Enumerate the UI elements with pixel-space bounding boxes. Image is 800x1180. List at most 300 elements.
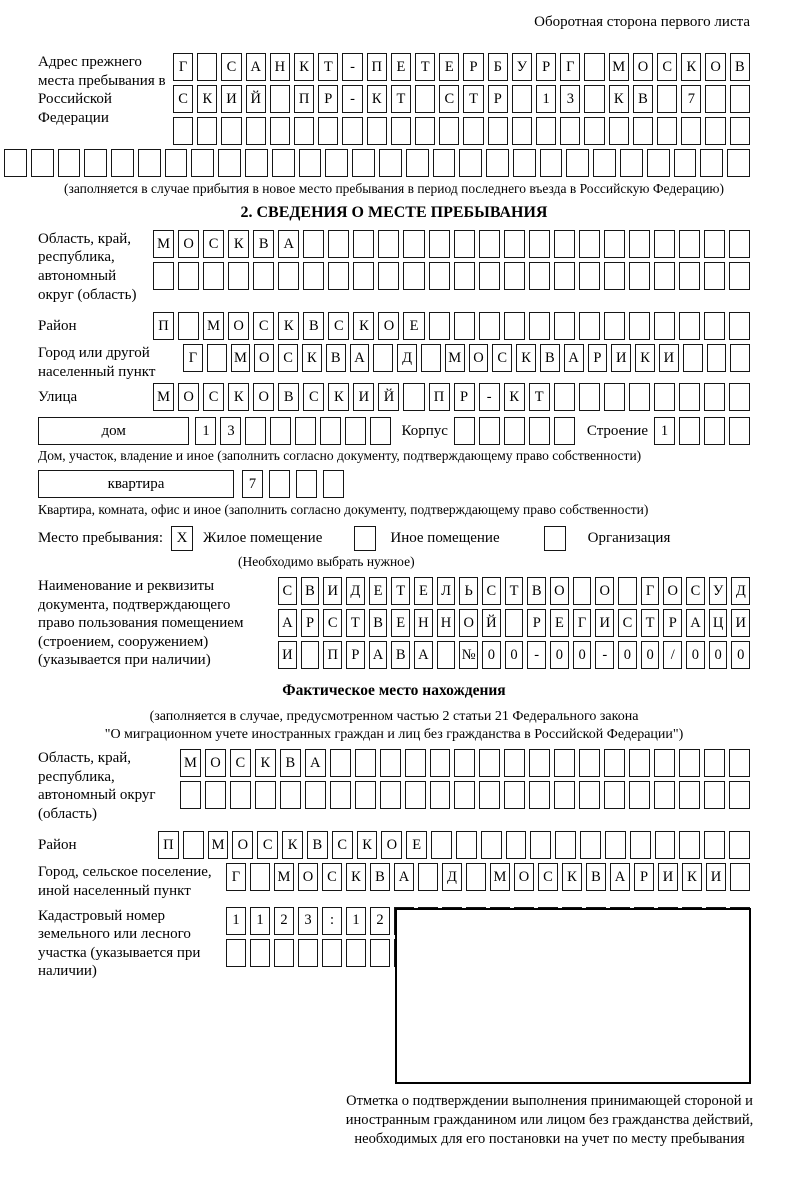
char-cell[interactable]: М	[153, 230, 174, 258]
char-cell[interactable]: М	[445, 344, 465, 372]
char-cell[interactable]	[504, 262, 525, 290]
char-cell[interactable]: С	[303, 383, 324, 411]
char-cell[interactable]	[729, 312, 750, 340]
char-cell[interactable]: О	[178, 230, 199, 258]
char-cell[interactable]	[704, 312, 725, 340]
char-cell[interactable]	[415, 117, 435, 145]
char-cell[interactable]	[704, 781, 725, 809]
char-cell[interactable]	[303, 262, 324, 290]
char-cell[interactable]: 3	[560, 85, 580, 113]
char-cell[interactable]: Р	[318, 85, 338, 113]
char-cell[interactable]	[221, 117, 241, 145]
char-cell[interactable]	[31, 149, 54, 177]
char-cell[interactable]	[679, 230, 700, 258]
char-cell[interactable]	[647, 149, 670, 177]
char-cell[interactable]	[405, 781, 426, 809]
char-cell[interactable]	[378, 230, 399, 258]
char-cell[interactable]	[629, 312, 650, 340]
char-cell[interactable]	[530, 831, 551, 859]
char-cell[interactable]: Т	[318, 53, 338, 81]
char-cell[interactable]	[604, 262, 625, 290]
char-cell[interactable]	[280, 781, 301, 809]
char-cell[interactable]: В	[301, 577, 320, 605]
char-cell[interactable]	[579, 262, 600, 290]
char-cell[interactable]: Й	[246, 85, 266, 113]
char-cell[interactable]: М	[274, 863, 294, 891]
char-cell[interactable]: -	[479, 383, 500, 411]
char-cell[interactable]: Й	[482, 609, 501, 637]
char-cell[interactable]	[579, 749, 600, 777]
char-cell[interactable]: К	[278, 312, 299, 340]
char-cell[interactable]: А	[686, 609, 705, 637]
char-cell[interactable]: В	[370, 863, 390, 891]
char-cell[interactable]: 1	[654, 417, 675, 445]
char-cell[interactable]	[729, 383, 750, 411]
char-cell[interactable]: В	[586, 863, 606, 891]
char-cell[interactable]: К	[328, 383, 349, 411]
char-cell[interactable]	[178, 312, 199, 340]
char-cell[interactable]	[298, 939, 318, 967]
char-cell[interactable]	[593, 149, 616, 177]
char-cell[interactable]: У	[709, 577, 728, 605]
char-cell[interactable]	[138, 149, 161, 177]
char-cell[interactable]	[437, 641, 456, 669]
char-cell[interactable]	[512, 117, 532, 145]
char-cell[interactable]: №	[459, 641, 478, 669]
char-cell[interactable]: 1	[226, 907, 246, 935]
char-cell[interactable]	[269, 470, 290, 498]
char-cell[interactable]	[342, 117, 362, 145]
char-cell[interactable]: Д	[442, 863, 462, 891]
char-cell[interactable]	[555, 831, 576, 859]
char-cell[interactable]: О	[254, 344, 274, 372]
char-cell[interactable]	[529, 312, 550, 340]
char-cell[interactable]: Т	[391, 85, 411, 113]
char-cell[interactable]: 1	[346, 907, 366, 935]
char-cell[interactable]: К	[228, 383, 249, 411]
char-cell[interactable]	[454, 417, 475, 445]
char-cell[interactable]	[554, 230, 575, 258]
char-cell[interactable]	[431, 831, 452, 859]
char-cell[interactable]: В	[253, 230, 274, 258]
char-cell[interactable]: Д	[397, 344, 417, 372]
char-cell[interactable]	[274, 939, 294, 967]
char-cell[interactable]: 1	[536, 85, 556, 113]
char-cell[interactable]: 0	[482, 641, 501, 669]
char-cell[interactable]: О	[595, 577, 614, 605]
char-cell[interactable]: И	[323, 577, 342, 605]
char-cell[interactable]	[504, 781, 525, 809]
char-cell[interactable]	[630, 831, 651, 859]
char-cell[interactable]: С	[482, 577, 501, 605]
char-cell[interactable]	[730, 117, 750, 145]
char-cell[interactable]	[513, 149, 536, 177]
char-cell[interactable]: П	[367, 53, 387, 81]
char-cell[interactable]: С	[322, 863, 342, 891]
char-cell[interactable]	[486, 149, 509, 177]
char-cell[interactable]: У	[512, 53, 532, 81]
char-cell[interactable]: Т	[529, 383, 550, 411]
char-cell[interactable]: 3	[298, 907, 318, 935]
char-cell[interactable]: Г	[573, 609, 592, 637]
apartment-type-box[interactable]: квартира	[38, 470, 234, 498]
char-cell[interactable]	[250, 939, 270, 967]
char-cell[interactable]	[579, 781, 600, 809]
char-cell[interactable]: А	[246, 53, 266, 81]
char-cell[interactable]: Е	[403, 312, 424, 340]
char-cell[interactable]: Р	[463, 53, 483, 81]
char-cell[interactable]: Н	[270, 53, 290, 81]
char-cell[interactable]: Ц	[709, 609, 728, 637]
char-cell[interactable]: Р	[488, 85, 508, 113]
char-cell[interactable]	[704, 831, 725, 859]
char-cell[interactable]	[705, 85, 725, 113]
char-cell[interactable]	[406, 149, 429, 177]
char-cell[interactable]: Р	[527, 609, 546, 637]
char-cell[interactable]: О	[705, 53, 725, 81]
char-cell[interactable]: :	[322, 907, 342, 935]
char-cell[interactable]: Т	[641, 609, 660, 637]
char-cell[interactable]: Т	[463, 85, 483, 113]
char-cell[interactable]: К	[357, 831, 378, 859]
char-cell[interactable]: И	[611, 344, 631, 372]
char-cell[interactable]	[322, 939, 342, 967]
char-cell[interactable]: Е	[439, 53, 459, 81]
char-cell[interactable]: 0	[505, 641, 524, 669]
char-cell[interactable]: -	[342, 53, 362, 81]
checkbox-other-premises[interactable]	[354, 526, 376, 551]
char-cell[interactable]: О	[663, 577, 682, 605]
char-cell[interactable]	[328, 262, 349, 290]
char-cell[interactable]	[729, 417, 750, 445]
char-cell[interactable]	[4, 149, 27, 177]
char-cell[interactable]	[456, 831, 477, 859]
char-cell[interactable]	[704, 417, 725, 445]
char-cell[interactable]: С	[618, 609, 637, 637]
char-cell[interactable]: В	[527, 577, 546, 605]
char-cell[interactable]	[729, 749, 750, 777]
char-cell[interactable]: В	[280, 749, 301, 777]
char-cell[interactable]	[554, 417, 575, 445]
char-cell[interactable]	[704, 749, 725, 777]
char-cell[interactable]: Т	[415, 53, 435, 81]
char-cell[interactable]	[454, 230, 475, 258]
char-cell[interactable]	[655, 831, 676, 859]
char-cell[interactable]: Р	[454, 383, 475, 411]
char-cell[interactable]: И	[659, 344, 679, 372]
char-cell[interactable]: Л	[437, 577, 456, 605]
char-cell[interactable]	[504, 312, 525, 340]
char-cell[interactable]	[153, 262, 174, 290]
char-cell[interactable]: С	[492, 344, 512, 372]
char-cell[interactable]	[707, 344, 727, 372]
char-cell[interactable]: О	[459, 609, 478, 637]
char-cell[interactable]	[278, 262, 299, 290]
char-cell[interactable]	[704, 230, 725, 258]
char-cell[interactable]	[629, 383, 650, 411]
char-cell[interactable]	[633, 117, 653, 145]
char-cell[interactable]: Е	[369, 577, 388, 605]
char-cell[interactable]: О	[253, 383, 274, 411]
char-cell[interactable]	[305, 781, 326, 809]
char-cell[interactable]: С	[221, 53, 241, 81]
char-cell[interactable]	[378, 262, 399, 290]
char-cell[interactable]	[679, 749, 700, 777]
char-cell[interactable]: С	[538, 863, 558, 891]
char-cell[interactable]	[705, 117, 725, 145]
char-cell[interactable]	[391, 117, 411, 145]
char-cell[interactable]	[183, 831, 204, 859]
char-cell[interactable]: Г	[183, 344, 203, 372]
char-cell[interactable]: К	[294, 53, 314, 81]
char-cell[interactable]	[320, 417, 341, 445]
char-cell[interactable]	[654, 312, 675, 340]
char-cell[interactable]	[226, 939, 246, 967]
char-cell[interactable]	[554, 781, 575, 809]
char-cell[interactable]: К	[228, 230, 249, 258]
char-cell[interactable]: Т	[505, 577, 524, 605]
char-cell[interactable]: -	[527, 641, 546, 669]
char-cell[interactable]	[403, 230, 424, 258]
char-cell[interactable]	[373, 344, 393, 372]
char-cell[interactable]	[403, 383, 424, 411]
char-cell[interactable]	[380, 749, 401, 777]
char-cell[interactable]	[700, 149, 723, 177]
char-cell[interactable]	[303, 230, 324, 258]
char-cell[interactable]	[566, 149, 589, 177]
char-cell[interactable]	[429, 312, 450, 340]
char-cell[interactable]: А	[350, 344, 370, 372]
char-cell[interactable]	[380, 781, 401, 809]
char-cell[interactable]	[629, 230, 650, 258]
char-cell[interactable]: П	[294, 85, 314, 113]
char-cell[interactable]	[604, 312, 625, 340]
char-cell[interactable]	[454, 262, 475, 290]
char-cell[interactable]	[330, 749, 351, 777]
char-cell[interactable]	[629, 262, 650, 290]
char-cell[interactable]: М	[180, 749, 201, 777]
char-cell[interactable]	[379, 149, 402, 177]
char-cell[interactable]: П	[429, 383, 450, 411]
char-cell[interactable]: Р	[634, 863, 654, 891]
char-cell[interactable]: П	[153, 312, 174, 340]
char-cell[interactable]	[479, 312, 500, 340]
char-cell[interactable]	[506, 831, 527, 859]
char-cell[interactable]	[529, 749, 550, 777]
char-cell[interactable]	[466, 863, 486, 891]
char-cell[interactable]: К	[353, 312, 374, 340]
char-cell[interactable]: О	[178, 383, 199, 411]
checkbox-organization[interactable]	[544, 526, 566, 551]
char-cell[interactable]: Е	[406, 831, 427, 859]
char-cell[interactable]	[325, 149, 348, 177]
char-cell[interactable]	[270, 85, 290, 113]
char-cell[interactable]	[58, 149, 81, 177]
char-cell[interactable]	[367, 117, 387, 145]
char-cell[interactable]	[429, 262, 450, 290]
char-cell[interactable]: К	[255, 749, 276, 777]
char-cell[interactable]: 1	[250, 907, 270, 935]
char-cell[interactable]: И	[221, 85, 241, 113]
char-cell[interactable]	[554, 312, 575, 340]
char-cell[interactable]	[529, 230, 550, 258]
char-cell[interactable]: 2	[370, 907, 390, 935]
char-cell[interactable]	[529, 781, 550, 809]
char-cell[interactable]: А	[394, 863, 414, 891]
char-cell[interactable]	[729, 230, 750, 258]
char-cell[interactable]: Е	[550, 609, 569, 637]
char-cell[interactable]: Б	[488, 53, 508, 81]
char-cell[interactable]	[554, 749, 575, 777]
char-cell[interactable]: К	[346, 863, 366, 891]
char-cell[interactable]	[178, 262, 199, 290]
char-cell[interactable]: Р	[346, 641, 365, 669]
char-cell[interactable]: С	[203, 383, 224, 411]
char-cell[interactable]: А	[414, 641, 433, 669]
char-cell[interactable]	[433, 149, 456, 177]
char-cell[interactable]: С	[173, 85, 193, 113]
char-cell[interactable]: Р	[536, 53, 556, 81]
char-cell[interactable]	[463, 117, 483, 145]
char-cell[interactable]: 2	[274, 907, 294, 935]
char-cell[interactable]	[255, 781, 276, 809]
char-cell[interactable]: 0	[618, 641, 637, 669]
char-cell[interactable]: В	[540, 344, 560, 372]
char-cell[interactable]	[657, 117, 677, 145]
char-cell[interactable]: В	[303, 312, 324, 340]
char-cell[interactable]	[353, 230, 374, 258]
char-cell[interactable]: О	[232, 831, 253, 859]
char-cell[interactable]	[418, 863, 438, 891]
char-cell[interactable]	[405, 749, 426, 777]
char-cell[interactable]	[111, 149, 134, 177]
char-cell[interactable]	[439, 117, 459, 145]
char-cell[interactable]: С	[328, 312, 349, 340]
char-cell[interactable]	[512, 85, 532, 113]
char-cell[interactable]	[618, 577, 637, 605]
char-cell[interactable]: К	[282, 831, 303, 859]
char-cell[interactable]	[370, 939, 390, 967]
char-cell[interactable]	[584, 53, 604, 81]
char-cell[interactable]	[529, 262, 550, 290]
char-cell[interactable]: В	[369, 609, 388, 637]
char-cell[interactable]: С	[332, 831, 353, 859]
char-cell[interactable]	[165, 149, 188, 177]
char-cell[interactable]	[301, 641, 320, 669]
char-cell[interactable]	[573, 577, 592, 605]
char-cell[interactable]: П	[158, 831, 179, 859]
char-cell[interactable]: В	[730, 53, 750, 81]
char-cell[interactable]: Г	[173, 53, 193, 81]
char-cell[interactable]: 1	[195, 417, 216, 445]
char-cell[interactable]: 3	[220, 417, 241, 445]
char-cell[interactable]	[180, 781, 201, 809]
char-cell[interactable]	[479, 749, 500, 777]
char-cell[interactable]	[654, 383, 675, 411]
char-cell[interactable]	[704, 262, 725, 290]
char-cell[interactable]: Г	[560, 53, 580, 81]
char-cell[interactable]: С	[253, 312, 274, 340]
char-cell[interactable]	[654, 262, 675, 290]
char-cell[interactable]: С	[203, 230, 224, 258]
char-cell[interactable]	[330, 781, 351, 809]
char-cell[interactable]	[605, 831, 626, 859]
char-cell[interactable]: П	[323, 641, 342, 669]
char-cell[interactable]	[679, 312, 700, 340]
char-cell[interactable]	[173, 117, 193, 145]
char-cell[interactable]	[729, 262, 750, 290]
char-cell[interactable]	[505, 609, 524, 637]
char-cell[interactable]	[454, 312, 475, 340]
char-cell[interactable]	[560, 117, 580, 145]
char-cell[interactable]: Д	[346, 577, 365, 605]
char-cell[interactable]	[421, 344, 441, 372]
char-cell[interactable]	[620, 149, 643, 177]
char-cell[interactable]	[504, 749, 525, 777]
char-cell[interactable]	[727, 149, 750, 177]
char-cell[interactable]: С	[278, 577, 297, 605]
char-cell[interactable]	[205, 781, 226, 809]
char-cell[interactable]	[584, 85, 604, 113]
char-cell[interactable]: Р	[588, 344, 608, 372]
char-cell[interactable]	[246, 117, 266, 145]
char-cell[interactable]: И	[706, 863, 726, 891]
char-cell[interactable]	[629, 781, 650, 809]
char-cell[interactable]: Р	[663, 609, 682, 637]
char-cell[interactable]: О	[550, 577, 569, 605]
char-cell[interactable]: К	[516, 344, 536, 372]
char-cell[interactable]: К	[504, 383, 525, 411]
char-cell[interactable]	[328, 230, 349, 258]
char-cell[interactable]: -	[342, 85, 362, 113]
char-cell[interactable]: О	[298, 863, 318, 891]
char-cell[interactable]	[479, 262, 500, 290]
char-cell[interactable]	[415, 85, 435, 113]
char-cell[interactable]: Й	[378, 383, 399, 411]
char-cell[interactable]: К	[302, 344, 322, 372]
char-cell[interactable]: В	[391, 641, 410, 669]
char-cell[interactable]: И	[353, 383, 374, 411]
char-cell[interactable]: С	[657, 53, 677, 81]
char-cell[interactable]: Р	[301, 609, 320, 637]
char-cell[interactable]: А	[369, 641, 388, 669]
char-cell[interactable]	[272, 149, 295, 177]
char-cell[interactable]: Д	[731, 577, 750, 605]
char-cell[interactable]	[679, 831, 700, 859]
char-cell[interactable]: М	[208, 831, 229, 859]
char-cell[interactable]	[218, 149, 241, 177]
char-cell[interactable]: О	[381, 831, 402, 859]
char-cell[interactable]	[488, 117, 508, 145]
char-cell[interactable]	[540, 149, 563, 177]
char-cell[interactable]	[191, 149, 214, 177]
char-cell[interactable]: О	[469, 344, 489, 372]
char-cell[interactable]: М	[153, 383, 174, 411]
char-cell[interactable]	[704, 383, 725, 411]
char-cell[interactable]	[683, 344, 703, 372]
char-cell[interactable]: А	[564, 344, 584, 372]
char-cell[interactable]: В	[278, 383, 299, 411]
char-cell[interactable]	[353, 262, 374, 290]
char-cell[interactable]	[536, 117, 556, 145]
char-cell[interactable]: М	[203, 312, 224, 340]
char-cell[interactable]: К	[562, 863, 582, 891]
char-cell[interactable]: А	[610, 863, 630, 891]
char-cell[interactable]	[250, 863, 270, 891]
char-cell[interactable]: 0	[731, 641, 750, 669]
char-cell[interactable]: 0	[709, 641, 728, 669]
char-cell[interactable]	[730, 85, 750, 113]
